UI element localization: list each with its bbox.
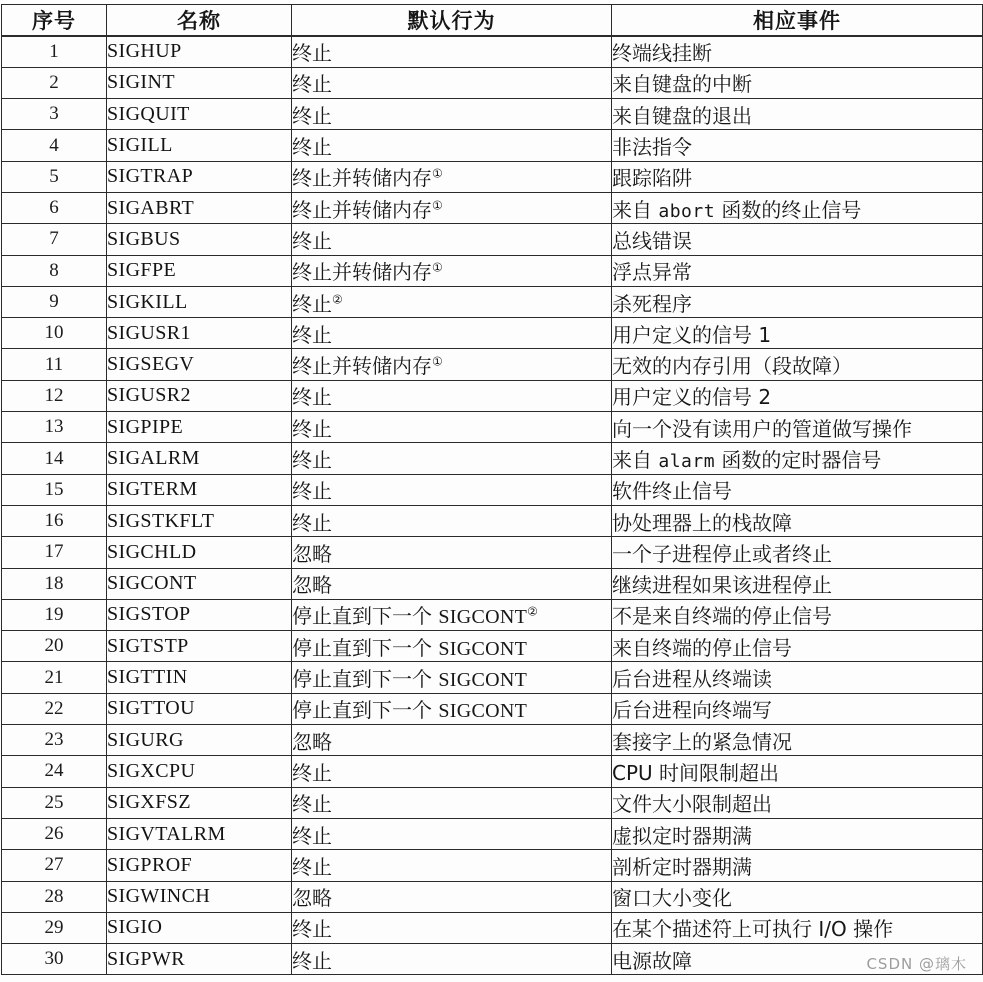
default-action-cell [292, 537, 612, 568]
default-action-cell [292, 474, 612, 505]
event-description-cell: 继续进程如果该进程停止 [612, 568, 983, 599]
signal-name-cell: SIGINT [107, 67, 292, 98]
action-text: 终止 [292, 291, 332, 316]
event-description-cell: 后台进程向终端写 [612, 693, 983, 724]
event-description-cell: 协处理器上的栈故障 [612, 505, 983, 536]
table-row [2, 631, 983, 662]
action-text: 终止 [292, 510, 332, 535]
table-row [2, 944, 983, 975]
default-action-cell [292, 161, 612, 192]
table-row [2, 286, 983, 317]
table-row [2, 99, 983, 130]
event-description-cell: 非法指令 [612, 130, 983, 161]
signal-number-cell: 13 [2, 412, 107, 443]
signal-name-cell: SIGPWR [107, 944, 292, 975]
footnote-marker: ① [432, 354, 443, 369]
signal-number-cell: 23 [2, 725, 107, 756]
event-description-cell: 一个子进程停止或者终止 [612, 537, 983, 568]
signal-name-cell: SIGKILL [107, 286, 292, 317]
action-text: 终止并转储内存 [292, 197, 432, 222]
default-action-cell [292, 818, 612, 849]
event-description-cell: 套接字上的紧急情况 [612, 725, 983, 756]
action-text: 终止 [292, 760, 332, 785]
event-description-cell: 浮点异常 [612, 255, 983, 286]
action-text: 终止 [292, 72, 332, 97]
event-text-suffix: 函数的定时器信号 [715, 448, 882, 472]
table-body [2, 36, 983, 975]
signal-number-cell: 20 [2, 631, 107, 662]
default-action-cell [292, 850, 612, 881]
signal-number-cell: 24 [2, 756, 107, 787]
event-description-cell: 来自键盘的中断 [612, 67, 983, 98]
action-text: 终止 [292, 135, 332, 160]
signal-name-cell: SIGILL [107, 130, 292, 161]
event-description-cell: 总线错误 [612, 224, 983, 255]
action-text: 终止 [292, 854, 332, 879]
table-row [2, 130, 983, 161]
event-description-cell: 在某个描述符上可执行 I/O 操作 [612, 912, 983, 943]
default-action-cell [292, 693, 612, 724]
signal-number-cell: 26 [2, 818, 107, 849]
footnote-marker: ① [432, 260, 443, 275]
event-description-cell: 用户定义的信号 1 [612, 318, 983, 349]
signal-name-cell: SIGVTALRM [107, 818, 292, 849]
action-text: 忽略 [292, 541, 332, 566]
signal-name-cell: SIGABRT [107, 192, 292, 223]
table-row [2, 693, 983, 724]
event-description-cell: 终端线挂断 [612, 36, 983, 67]
default-action-cell [292, 349, 612, 380]
default-action-cell [292, 412, 612, 443]
table-row [2, 192, 983, 223]
action-text: 终止并转储内存 [292, 354, 432, 379]
signal-name-cell: SIGXCPU [107, 756, 292, 787]
signal-number-cell: 19 [2, 599, 107, 630]
event-description-cell [612, 192, 983, 223]
action-text: 终止 [292, 228, 332, 253]
table-row [2, 505, 983, 536]
linux-signal-table [1, 4, 983, 975]
signal-number-cell: 27 [2, 850, 107, 881]
table-row [2, 818, 983, 849]
column-header-seq: 序号 [2, 5, 107, 37]
signal-number-cell: 8 [2, 255, 107, 286]
column-header-event: 相应事件 [612, 5, 983, 37]
default-action-cell [292, 380, 612, 411]
signal-number-cell: 10 [2, 318, 107, 349]
event-description-cell [612, 443, 983, 474]
action-text: 停止直到下一个 [292, 667, 439, 692]
footnote-marker: ① [432, 197, 443, 212]
footnote-marker: ① [432, 166, 443, 181]
signal-name-cell: SIGCHLD [107, 537, 292, 568]
signal-number-cell: 29 [2, 912, 107, 943]
signal-number-cell: 11 [2, 349, 107, 380]
signal-name-cell: SIGURG [107, 725, 292, 756]
signal-name-cell: SIGPIPE [107, 412, 292, 443]
signal-name-cell: SIGSTOP [107, 599, 292, 630]
table-row [2, 537, 983, 568]
table-row [2, 255, 983, 286]
table-row [2, 850, 983, 881]
action-text: 终止 [292, 948, 332, 973]
sigcont-reference: SIGCONT [438, 669, 528, 692]
signal-number-cell: 25 [2, 787, 107, 818]
default-action-cell [292, 130, 612, 161]
event-description-cell: 文件大小限制超出 [612, 787, 983, 818]
inline-code-token: alarm [658, 451, 716, 472]
signal-name-cell: SIGALRM [107, 443, 292, 474]
action-text: 终止 [292, 479, 332, 504]
signal-number-cell: 6 [2, 192, 107, 223]
sigcont-reference: SIGCONT [438, 606, 528, 629]
signal-name-cell: SIGBUS [107, 224, 292, 255]
table-row [2, 725, 983, 756]
default-action-cell [292, 286, 612, 317]
event-description-cell: 用户定义的信号 2 [612, 380, 983, 411]
event-description-cell: 不是来自终端的停止信号 [612, 599, 983, 630]
signal-number-cell: 7 [2, 224, 107, 255]
signal-number-cell: 5 [2, 161, 107, 192]
action-text: 忽略 [292, 886, 332, 911]
default-action-cell [292, 67, 612, 98]
table-row [2, 224, 983, 255]
signal-number-cell: 15 [2, 474, 107, 505]
event-description-cell: 来自终端的停止信号 [612, 631, 983, 662]
default-action-cell [292, 192, 612, 223]
default-action-cell [292, 505, 612, 536]
event-text-prefix: 来自 [612, 448, 659, 472]
signal-name-cell: SIGCONT [107, 568, 292, 599]
action-text: 终止并转储内存 [292, 166, 432, 191]
event-text-suffix: 函数的终止信号 [715, 197, 862, 222]
table-row [2, 412, 983, 443]
action-text: 忽略 [292, 573, 332, 598]
sigcont-reference: SIGCONT [438, 637, 528, 660]
event-description-cell: 跟踪陷阱 [612, 161, 983, 192]
event-description-cell: 电源故障 [612, 944, 983, 975]
signal-name-cell: SIGUSR2 [107, 380, 292, 411]
default-action-cell [292, 787, 612, 818]
table-row [2, 881, 983, 912]
event-description-cell: CPU 时间限制超出 [612, 756, 983, 787]
signal-name-cell: SIGFPE [107, 255, 292, 286]
signal-number-cell: 17 [2, 537, 107, 568]
default-action-cell [292, 912, 612, 943]
default-action-cell [292, 255, 612, 286]
default-action-cell [292, 36, 612, 67]
signal-name-cell: SIGQUIT [107, 99, 292, 130]
column-header-action: 默认行为 [292, 5, 612, 37]
action-text: 终止并转储内存 [292, 260, 432, 285]
table-row [2, 787, 983, 818]
signal-name-cell: SIGXFSZ [107, 787, 292, 818]
default-action-cell [292, 599, 612, 630]
signal-number-cell: 28 [2, 881, 107, 912]
column-header-name: 名称 [107, 5, 292, 37]
default-action-cell [292, 318, 612, 349]
signal-number-cell: 18 [2, 568, 107, 599]
signal-name-cell: SIGWINCH [107, 881, 292, 912]
event-description-cell: 后台进程从终端读 [612, 662, 983, 693]
default-action-cell [292, 881, 612, 912]
action-text: 终止 [292, 448, 332, 472]
table-row [2, 662, 983, 693]
table-row [2, 380, 983, 411]
csdn-watermark: CSDN @璃木 [866, 955, 967, 973]
signal-name-cell: SIGTTIN [107, 662, 292, 693]
sigcont-reference: SIGCONT [438, 700, 528, 723]
default-action-cell [292, 99, 612, 130]
signal-name-cell: SIGPROF [107, 850, 292, 881]
action-text: 终止 [292, 103, 332, 128]
table-row [2, 67, 983, 98]
table-row [2, 568, 983, 599]
footnote-marker: ② [527, 604, 538, 619]
table-row [2, 756, 983, 787]
signal-number-cell: 30 [2, 944, 107, 975]
signal-number-cell: 2 [2, 67, 107, 98]
action-text: 终止 [292, 823, 332, 848]
signal-number-cell: 1 [2, 36, 107, 67]
table-row [2, 318, 983, 349]
table-row [2, 349, 983, 380]
action-text: 终止 [292, 385, 332, 410]
table-row [2, 443, 983, 474]
signal-number-cell: 9 [2, 286, 107, 317]
event-description-cell: 来自键盘的退出 [612, 99, 983, 130]
signal-name-cell: SIGIO [107, 912, 292, 943]
default-action-cell [292, 443, 612, 474]
signal-number-cell: 12 [2, 380, 107, 411]
default-action-cell [292, 725, 612, 756]
signal-name-cell: SIGTERM [107, 474, 292, 505]
signal-name-cell: SIGSEGV [107, 349, 292, 380]
event-description-cell: 向一个没有读用户的管道做写操作 [612, 412, 983, 443]
default-action-cell [292, 224, 612, 255]
default-action-cell [292, 756, 612, 787]
action-text: 终止 [292, 917, 332, 942]
signal-name-cell: SIGHUP [107, 36, 292, 67]
default-action-cell [292, 568, 612, 599]
action-text: 停止直到下一个 [292, 635, 439, 660]
event-description-cell: 无效的内存引用（段故障） [612, 349, 983, 380]
signal-number-cell: 14 [2, 443, 107, 474]
event-text-prefix: 来自 [612, 197, 659, 222]
action-text: 终止 [292, 416, 332, 441]
signal-name-cell: SIGUSR1 [107, 318, 292, 349]
event-description-cell: 虚拟定时器期满 [612, 818, 983, 849]
action-text: 停止直到下一个 [292, 604, 439, 629]
default-action-cell [292, 631, 612, 662]
signal-name-cell: SIGSTKFLT [107, 505, 292, 536]
table-row [2, 36, 983, 67]
table-header-row [2, 5, 983, 37]
default-action-cell [292, 662, 612, 693]
signal-number-cell: 3 [2, 99, 107, 130]
event-description-cell: 杀死程序 [612, 286, 983, 317]
table-row [2, 474, 983, 505]
event-description-cell: 软件终止信号 [612, 474, 983, 505]
signal-number-cell: 22 [2, 693, 107, 724]
table-row [2, 599, 983, 630]
signal-number-cell: 16 [2, 505, 107, 536]
inline-code-token: abort [658, 200, 716, 222]
event-description-cell: 窗口大小变化 [612, 881, 983, 912]
signal-table-container [0, 4, 983, 982]
action-text: 终止 [292, 41, 332, 66]
action-text: 忽略 [292, 729, 332, 754]
default-action-cell [292, 944, 612, 975]
signal-number-cell: 4 [2, 130, 107, 161]
action-text: 停止直到下一个 [292, 698, 439, 723]
signal-name-cell: SIGTRAP [107, 161, 292, 192]
table-row [2, 161, 983, 192]
table-header [2, 5, 983, 37]
event-description-cell: 剖析定时器期满 [612, 850, 983, 881]
signal-name-cell: SIGTTOU [107, 693, 292, 724]
table-row [2, 912, 983, 943]
signal-name-cell: SIGTSTP [107, 631, 292, 662]
footnote-marker: ② [332, 291, 343, 306]
signal-number-cell: 21 [2, 662, 107, 693]
action-text: 终止 [292, 792, 332, 817]
action-text: 终止 [292, 322, 332, 347]
